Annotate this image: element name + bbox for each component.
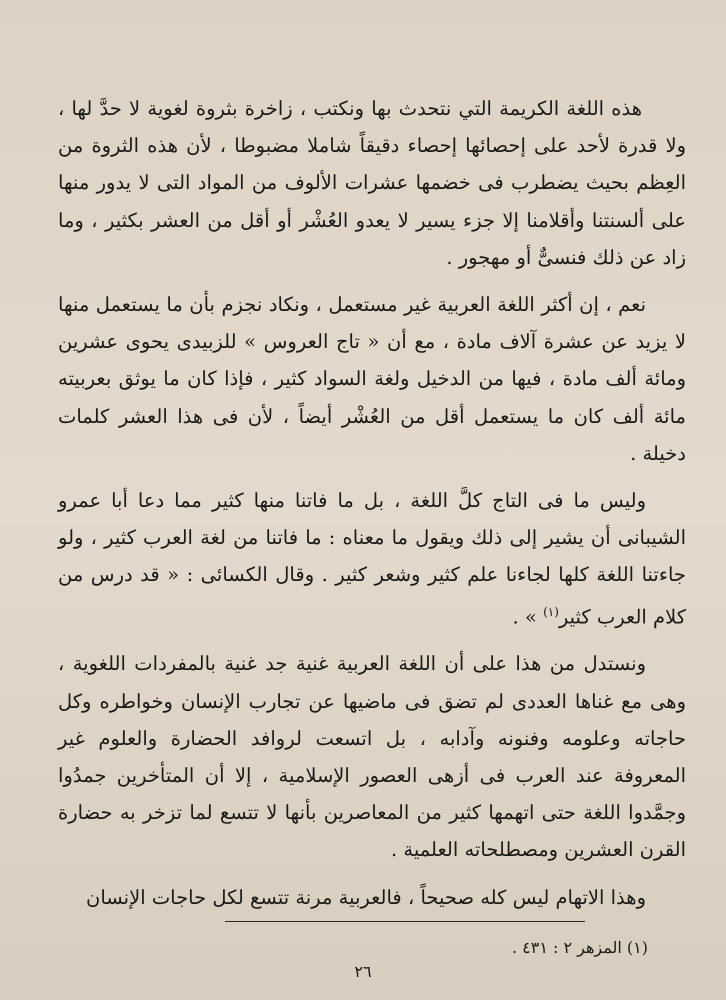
- paragraph: [58, 90, 686, 276]
- paragraph: [58, 482, 686, 635]
- paragraph-text: وليس ما فى التاج كلَّ اللغة ، بل ما فاتنا منها كثير مما دعا أبا عمرو الشيبانى أن يشير إلى ذلك ويقول ما معناه : ما فاتنا من لغة العرب كثير ، ولو جاءتنا اللغة كلها لجاءنا علم كثير وشعر كثير . وقال الكسائى : « قد درس من كلام العرب كثير: [58, 489, 686, 629]
- paragraph: [58, 645, 686, 868]
- paragraph: [58, 879, 686, 916]
- footnote-rule: [225, 921, 585, 922]
- paragraph-text: ونستدل من هذا على أن اللغة العربية غنية جد غنية بالمفردات اللغوية ، وهى مع غناها العددى لم تضق فى ماضيها عن تجارب الإنسان وخواطره وكل حاجاته وعلومه وفنونه وآدابه ، بل اتسعت لروافد الحضارة والعلوم غير المعروفة عند العرب فى أزهى العصور الإسلامية ، إلا أن المتأخرين جمدُوا وجمَّدوا اللغة حتى اتهمها كثير من المعاصرين بأنها لا تتسع لما تزخر به حضارة القرن العشرين ومصطلحاته العلمية .: [58, 652, 686, 862]
- paragraph-text: هذه اللغة الكريمة التي نتحدث بها ونكتب ، زاخرة بثروة لغوية لا حدَّ لها ، ولا قدرة لأحد على إحصائها إحصاء دقيقاً شاملا مضبوطا ، لأن هذه الثروة من العِظم بحيث يضطرب فى خضمها عشرات الألوف من المواد التى لا يدور منها على ألسنتنا وأقلامنا إلا جزء يسير لا يعدو العُشْر أو أقل من العشر بكثير ، وما زاد عن ذلك فنسىٌّ أو مهجور .: [58, 97, 686, 269]
- paragraph: [58, 286, 686, 472]
- footnote: (١) المزهر ٢ : ٤٣١ .: [511, 938, 648, 957]
- paragraph-text: وهذا الاتهام ليس كله صحيحاً ، فالعربية مرنة تتسع لكل حاجات الإنسان: [86, 885, 646, 909]
- paragraph-text: نعم ، إن أكثر اللغة العربية غير مستعمل ، ونكاد نجزم بأن ما يستعمل منها لا يزيد عن عشرة آلاف مادة ، مع أن « تاج العروس » للزبيدى يحوى عشرين ومائة ألف مادة ، فيها من الدخيل ولغة السواد كثير ، فإذا كان ما يوثق بعربيته مائة ألف كان ما يستعمل أقل من العُشْر أيضاً ، لأن فى هذا العشر كلمات دخيلة .: [58, 293, 686, 465]
- quote-close: » .: [512, 605, 544, 629]
- footnote-marker: (١): [543, 604, 559, 619]
- body-text: [58, 90, 686, 916]
- page-number: ٢٦: [354, 962, 372, 981]
